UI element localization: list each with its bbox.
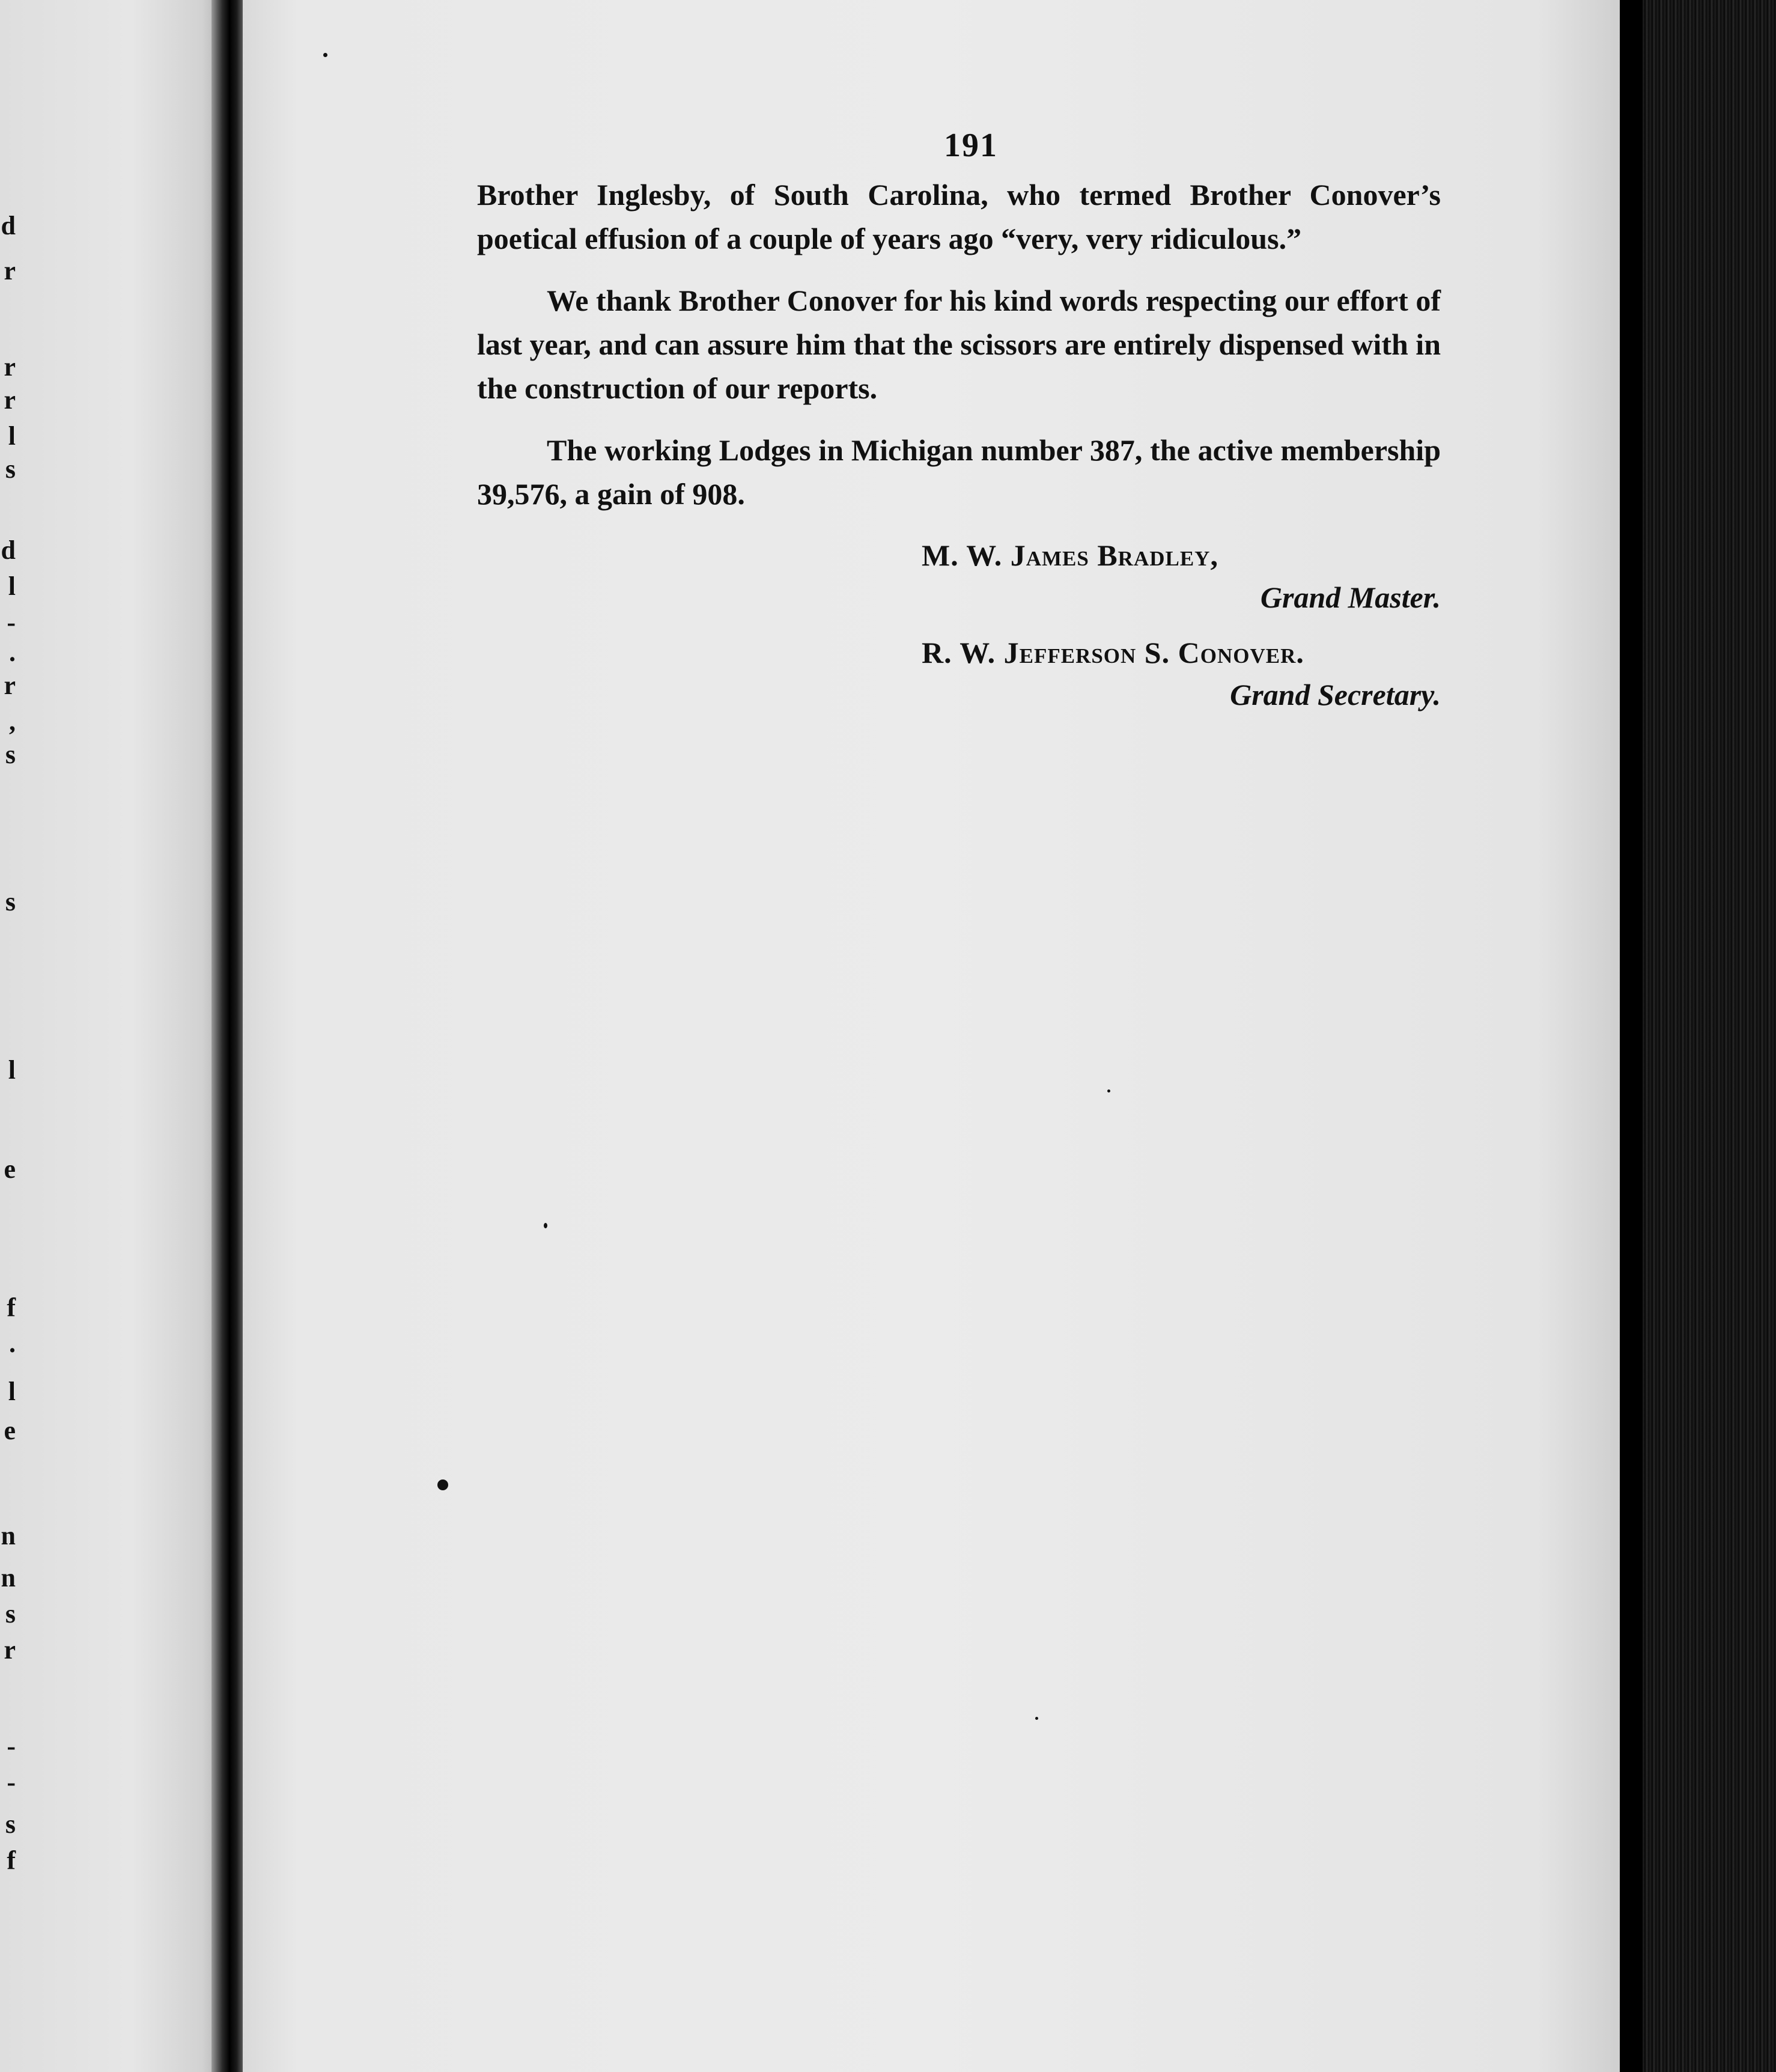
- ink-speck: [1035, 1717, 1038, 1720]
- book-gutter: [211, 0, 248, 2072]
- signature-name: M. W. James Bradley,: [922, 538, 1218, 572]
- margin-letter: .: [9, 1329, 16, 1358]
- margin-letter: l: [8, 571, 16, 601]
- margin-letter: r: [4, 671, 16, 700]
- signature-title: Grand Master.: [1260, 580, 1441, 614]
- margin-letter: l: [8, 421, 16, 451]
- margin-letter: s: [5, 740, 16, 769]
- margin-letter: -: [7, 608, 16, 637]
- page-edge-shadow: [1620, 0, 1643, 2072]
- margin-letter: .: [9, 638, 16, 667]
- margin-letter: n: [1, 1521, 16, 1550]
- margin-letter: r: [4, 1635, 16, 1665]
- margin-letter: l: [8, 1055, 16, 1085]
- margin-letter: f: [7, 1293, 16, 1322]
- margin-letter: e: [4, 1416, 16, 1445]
- paragraph: The working Lodges in Michigan number 387, the active membership 39,576, a gain of 908.: [477, 433, 1441, 511]
- ink-speck: [437, 1479, 448, 1490]
- margin-letter: r: [4, 256, 16, 285]
- margin-letter: s: [5, 1599, 16, 1629]
- margin-letter: d: [1, 211, 16, 240]
- page-text: [477, 126, 1441, 716]
- margin-letter: -: [7, 1767, 16, 1797]
- ink-speck: [544, 1223, 547, 1228]
- margin-letter: r: [4, 352, 16, 382]
- ink-speck: [323, 53, 327, 57]
- margin-letter: e: [4, 1154, 16, 1184]
- page-number: 191: [944, 127, 998, 164]
- margin-letter: ,: [9, 707, 16, 736]
- signature-block: [477, 534, 1441, 716]
- margin-letter: r: [4, 385, 16, 415]
- margin-letter: s: [5, 1809, 16, 1839]
- margin-letter: s: [5, 454, 16, 484]
- margin-letter: f: [7, 1845, 16, 1875]
- paragraph-continuation: Brother Inglesby, of South Carolina, who termed Brother Conover’s poetical effusion of a couple of years ago “very, very ridiculous.”: [477, 178, 1441, 255]
- signature-title: Grand Secretary.: [1230, 678, 1441, 711]
- margin-letter: n: [1, 1563, 16, 1592]
- paragraph: We thank Brother Conover for his kind words respecting our effort of last year, and can assure him that the scissors are entirely dispensed with in the construction of our reports.: [477, 284, 1441, 405]
- margin-letter: d: [1, 535, 16, 565]
- margin-letter: s: [5, 887, 16, 916]
- margin-letter: -: [7, 1731, 16, 1761]
- signature-name: R. W. Jefferson S. Conover.: [922, 636, 1304, 669]
- facing-page-edge: [0, 0, 219, 2072]
- page-stack-edge: [1620, 0, 1776, 2072]
- facing-page-margin-letters: [0, 0, 18, 2072]
- ink-speck: [1107, 1089, 1110, 1092]
- margin-letter: l: [8, 1377, 16, 1406]
